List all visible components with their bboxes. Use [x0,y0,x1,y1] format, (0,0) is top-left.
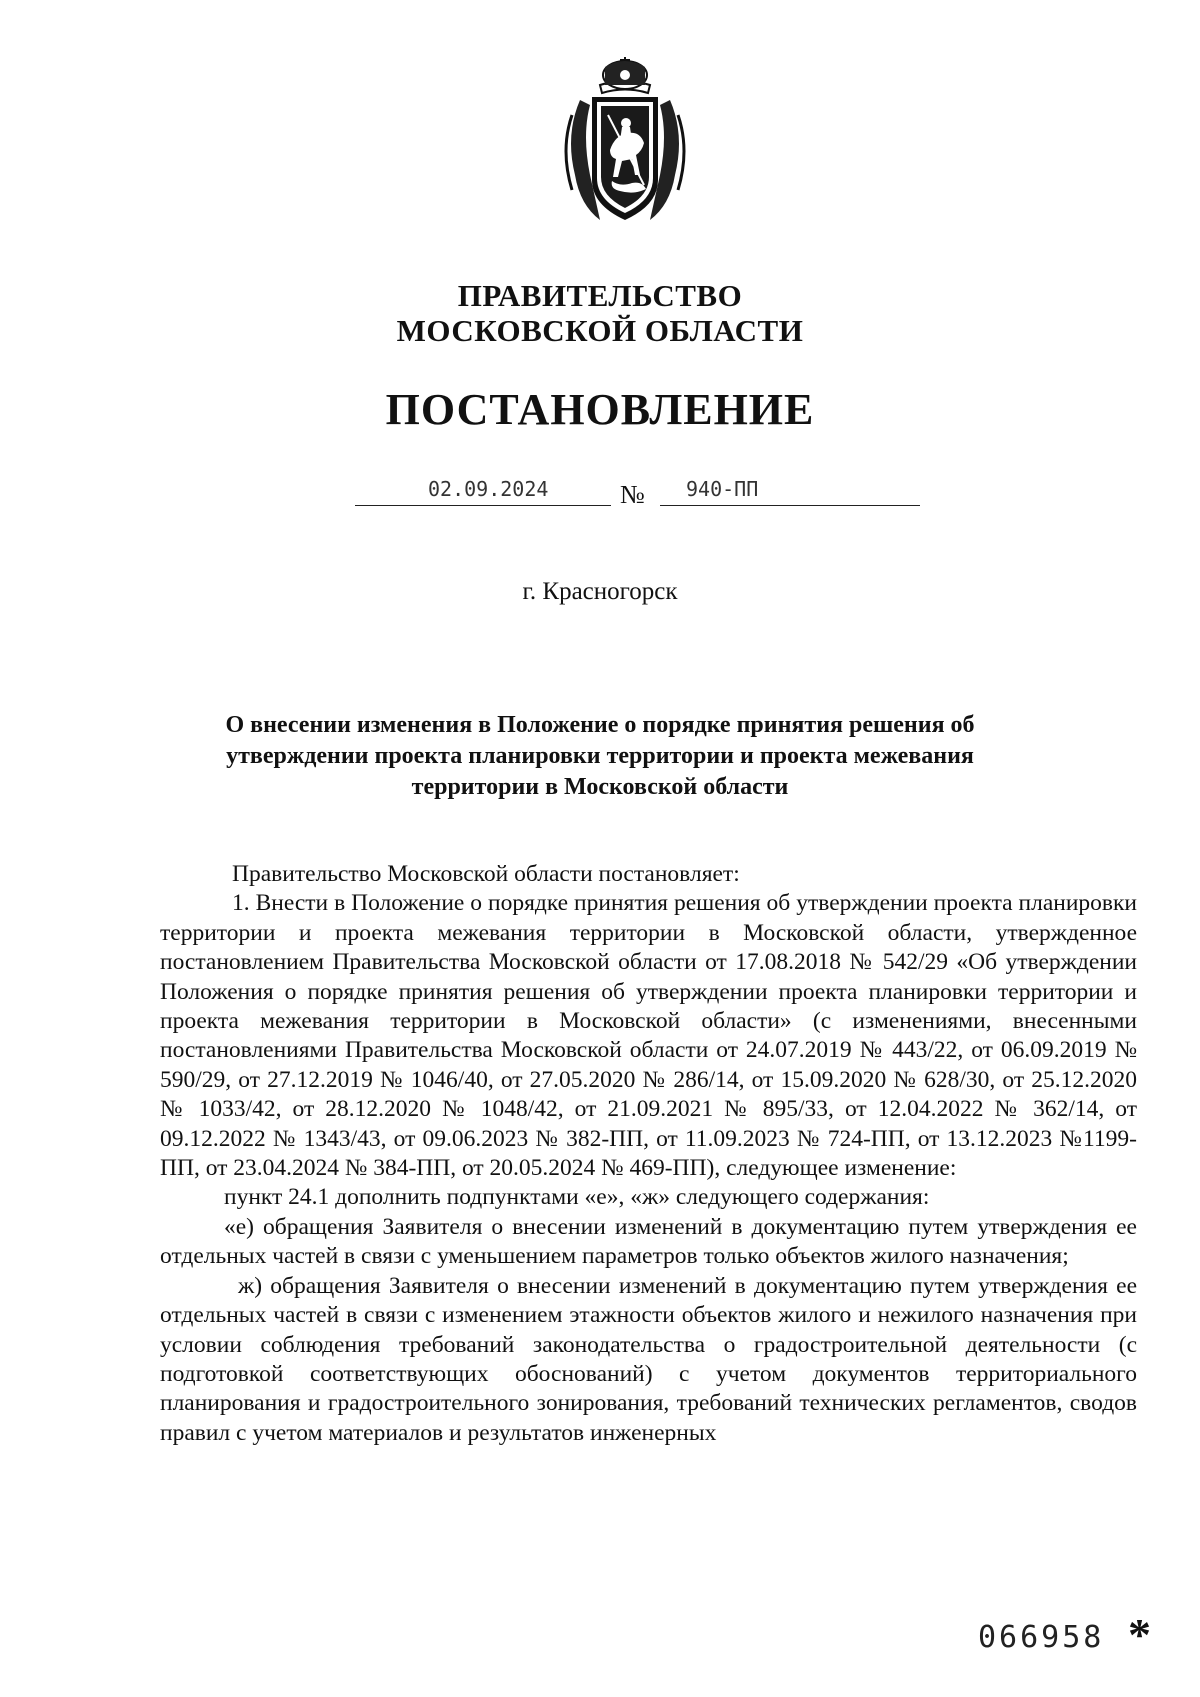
org-name-line1: ПРАВИТЕЛЬСТВО [457,278,743,313]
document-city: г. Красногорск [522,578,678,605]
document-body [160,860,1137,1448]
date-underline [355,505,611,506]
body-paragraph: пункт 24.1 дополнить подпунктами «е», «ж» следующего содержания: [224,1184,930,1211]
body-paragraph: «е) обращения Заявителя о внесении изменений в документацию путем утверждения ее отдельных частей в связи с уменьшением параметров только объектов жилого назначения; [160,1213,1137,1270]
coat-of-arms-icon [560,55,690,230]
number-underline [660,505,920,506]
number-sign: № [620,480,645,509]
document-type: ПОСТАНОВЛЕНИЕ [385,385,815,434]
star-mark: * [1128,1609,1151,1660]
org-name-line2: МОСКОВСКОЙ ОБЛАСТИ [396,313,804,348]
serial-number: 066958 [978,1620,1105,1655]
document-number: 940-ПП [686,477,759,501]
body-paragraph: ж) обращения Заявителя о внесении изменений в документацию путем утверждения ее отдельных частей в связи с изменением этажности объектов жилого и нежилого назначения при условии соблюдения требований законодательства о градостроительной деятельности (с подготовкой соответствующих обоснований) с учетом документов территориального планирования и градостроительного зонирования, требований технических регламентов, сводов правил с учетом материалов и результатов инженерных [160,1272,1137,1446]
document-subject: О внесении изменения в Положение о порядке принятия решения об утверждении проекта планировки территории и проекта межевания территории в Московской области [225,712,975,800]
document-date: 02.09.2024 [428,477,549,501]
body-paragraph: Правительство Московской области постановляет: [232,861,740,887]
body-paragraph: 1. Внести в Положение о порядке принятия решения об утверждении проекта планировки территории и проекта межевания территории в Московской области, утвержденное постановлением Правительства Московской области от 17.08.2018 № 542/29 «Об утверждении Положения о порядке принятия решения об утверждении проекта планировки территории и проекта межевания территории в Московской области» (с изменениями, внесенными постановлениями Правительства Московской области от 24.07.2019 № 443/22, от 06.09.2019 № 590/29, от 27.12.2019 № 1046/40, от 27.05.2020 № 286/14, от 15.09.2020 № 628/30, от 25.12.2020 № 1033/42, от 28.12.2020 № 1048/42, от 21.09.2021 № 895/33, от 12.04.2022 № 362/14, от 09.12.2022 № 1343/43, от 09.06.2023 № 382-ПП, от 11.09.2023 № 724-ПП, от 13.12.2023 №1199-ПП, от 23.04.2024 № 384-ПП, от 20.05.2024 № 469-ПП), следующее изменение: [160,890,1137,1182]
